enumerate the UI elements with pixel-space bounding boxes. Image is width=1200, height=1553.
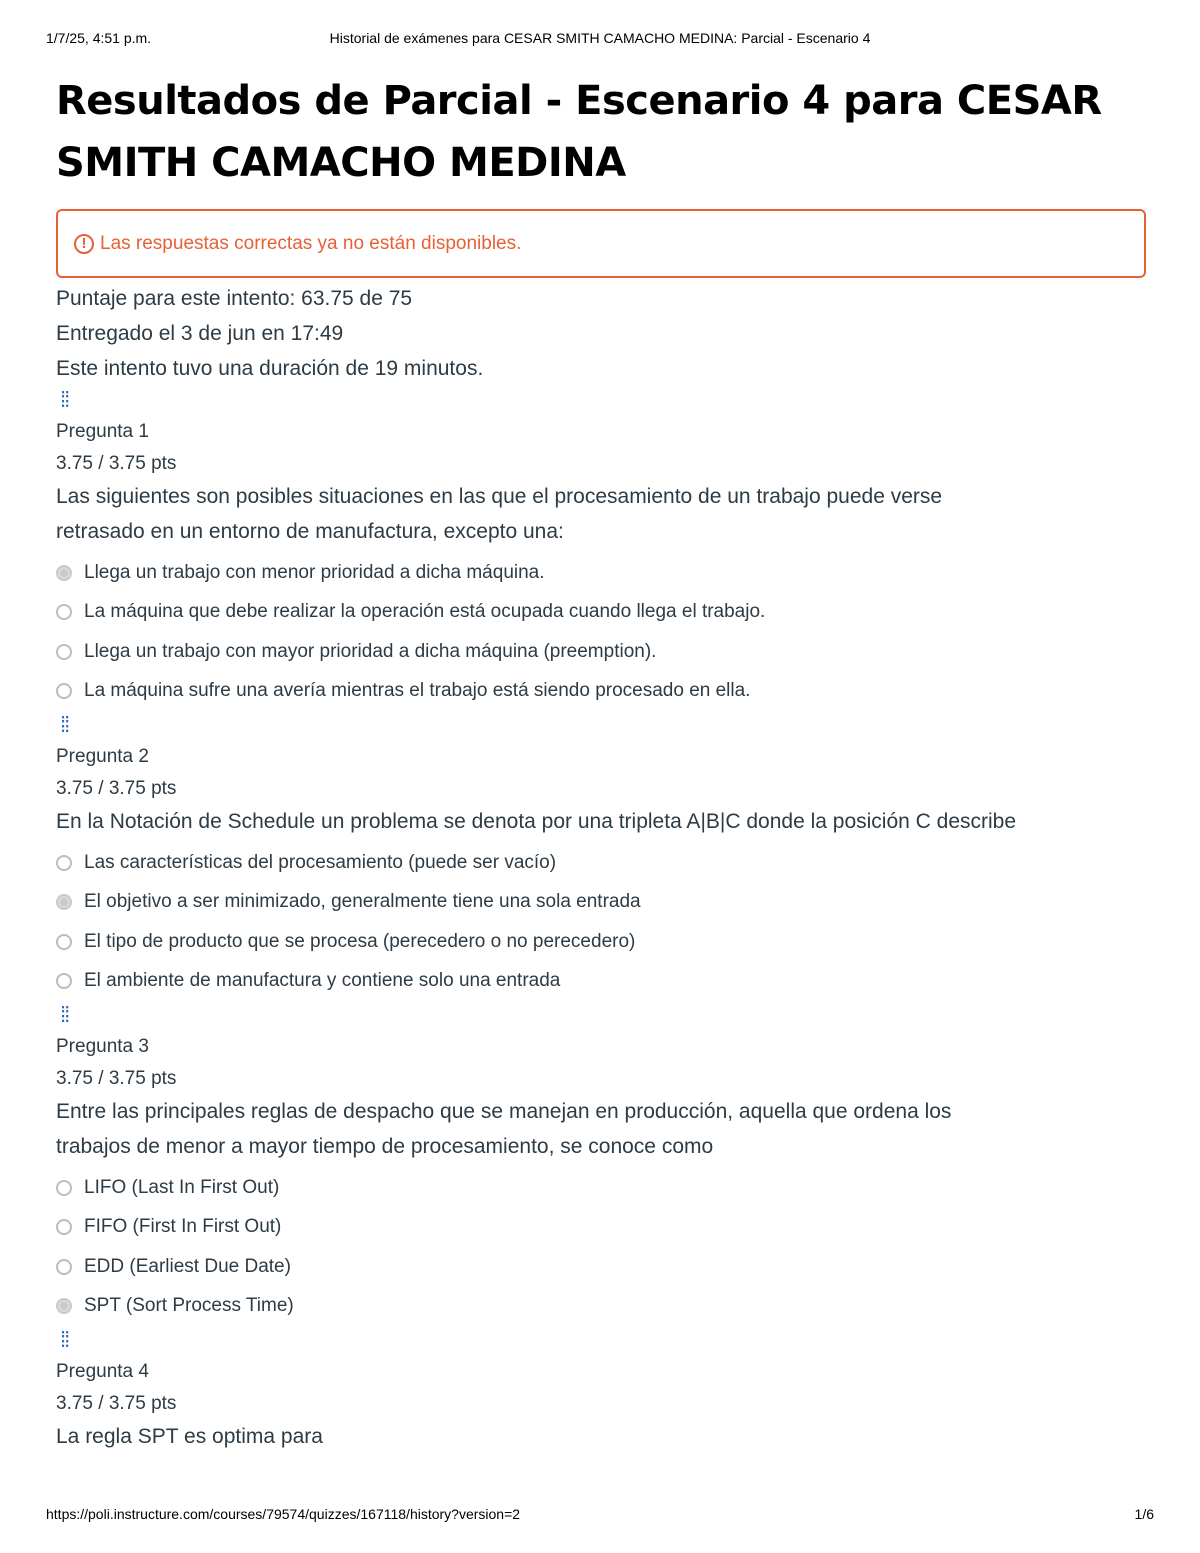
print-header (46, 30, 1154, 50)
radio-icon[interactable] (56, 934, 72, 950)
answer-option[interactable] (56, 1168, 1146, 1208)
answer-label: LIFO (Last In First Out) (84, 1176, 280, 1198)
question-text-line: Entre las principales reglas de despacho que se manejan en producción, aquella que ordena los (56, 1100, 952, 1123)
question-text-line: Las siguientes son posibles situaciones en las que el procesamiento de un trabajo puede verse (56, 485, 943, 508)
radio-selected-icon[interactable] (56, 894, 72, 910)
drag-handle-icon[interactable]: ⁞⁞ (60, 1327, 69, 1352)
drag-handle-icon[interactable]: ⁞⁞ (60, 1002, 69, 1027)
question-text (56, 1419, 1146, 1454)
radio-icon[interactable] (56, 683, 72, 699)
answer-label: Las características del procesamiento (puede ser vacío) (84, 851, 557, 873)
attempt-summary (56, 281, 1146, 386)
answer-option[interactable] (56, 922, 1146, 962)
main-content (56, 70, 1146, 1458)
question-list (56, 386, 1146, 1454)
question-block (56, 1001, 1146, 1326)
answer-label: El objetivo a ser minimizado, generalmente tiene una sola entrada (84, 891, 641, 913)
question-text-line: trabajos de menor a mayor tiempo de procesamiento, se conoce como (56, 1135, 714, 1158)
question-text-line: La regla SPT es optima para (56, 1425, 323, 1448)
answer-option[interactable] (56, 1247, 1146, 1287)
question-name: Pregunta 3 (56, 1036, 149, 1057)
print-url: https://poli.instructure.com/courses/79574/quizzes/167118/history?version=2 (46, 1506, 521, 1522)
answer-label: La máquina que debe realizar la operación está ocupada cuando llega el trabajo. (84, 601, 766, 623)
attempt-score: Puntaje para este intento: 63.75 de 75 (56, 287, 413, 310)
radio-icon[interactable] (56, 855, 72, 871)
question-text-line: retrasado en un entorno de manufactura, excepto una: (56, 520, 564, 543)
question-text (56, 804, 1146, 839)
answer-option[interactable] (56, 593, 1146, 633)
radio-icon[interactable] (56, 644, 72, 660)
question-name: Pregunta 2 (56, 746, 149, 767)
radio-icon[interactable] (56, 973, 72, 989)
question-block (56, 386, 1146, 711)
answer-label: Llega un trabajo con mayor prioridad a dicha máquina (preemption). (84, 640, 657, 662)
answer-option[interactable] (56, 632, 1146, 672)
print-date: 1/7/25, 4:51 p.m. (46, 30, 152, 46)
page-title (56, 70, 1146, 194)
page-title-line-2: SMITH CAMACHO MEDINA (56, 140, 626, 186)
answer-option[interactable] (56, 962, 1146, 1002)
question-name: Pregunta 4 (56, 1361, 149, 1382)
answer-option[interactable] (56, 672, 1146, 712)
page-title-line-1: Resultados de Parcial - Escenario 4 para CESAR (56, 78, 1102, 124)
answer-label: La máquina sufre una avería mientras el trabajo está siendo procesado en ella. (84, 680, 751, 702)
answer-label: Llega un trabajo con menor prioridad a dicha máquina. (84, 561, 545, 583)
radio-icon[interactable] (56, 604, 72, 620)
answers-unavailable-alert (56, 209, 1146, 278)
question-text (56, 479, 1146, 549)
radio-selected-icon[interactable] (56, 565, 72, 581)
question-points: 3.75 / 3.75 pts (56, 1393, 177, 1414)
answer-label: FIFO (First In First Out) (84, 1216, 282, 1238)
exclamation-circle-icon: ! (74, 234, 94, 254)
question-block (56, 1326, 1146, 1454)
print-page-number: 1/6 (1134, 1506, 1154, 1522)
question-points: 3.75 / 3.75 pts (56, 778, 177, 799)
answer-label: El ambiente de manufactura y contiene solo una entrada (84, 970, 561, 992)
answer-option[interactable] (56, 883, 1146, 923)
attempt-duration: Este intento tuvo una duración de 19 minutos. (56, 357, 484, 380)
question-block (56, 711, 1146, 1001)
question-points: 3.75 / 3.75 pts (56, 1068, 177, 1089)
drag-handle-icon[interactable]: ⁞⁞ (60, 712, 69, 737)
radio-icon[interactable] (56, 1180, 72, 1196)
answer-label: EDD (Earliest Due Date) (84, 1255, 291, 1277)
question-points: 3.75 / 3.75 pts (56, 453, 177, 474)
print-footer (46, 1506, 1154, 1526)
answer-label: El tipo de producto que se procesa (perecedero o no perecedero) (84, 930, 636, 952)
question-text-line: En la Notación de Schedule un problema se denota por una tripleta A|B|C donde la posición C describe (56, 810, 1017, 833)
answer-option[interactable] (56, 1208, 1146, 1248)
radio-selected-icon[interactable] (56, 1298, 72, 1314)
question-text (56, 1094, 1146, 1164)
alert-text: Las respuestas correctas ya no están disponibles. (100, 232, 522, 254)
question-name: Pregunta 1 (56, 421, 149, 442)
answer-option[interactable] (56, 553, 1146, 593)
answer-option[interactable] (56, 843, 1146, 883)
print-document-title: Historial de exámenes para CESAR SMITH CAMACHO MEDINA: Parcial - Escenario 4 (329, 30, 871, 46)
attempt-submitted: Entregado el 3 de jun en 17:49 (56, 322, 344, 345)
answer-option[interactable] (56, 1287, 1146, 1327)
radio-icon[interactable] (56, 1259, 72, 1275)
radio-icon[interactable] (56, 1219, 72, 1235)
answer-label: SPT (Sort Process Time) (84, 1295, 294, 1317)
drag-handle-icon[interactable]: ⁞⁞ (60, 387, 69, 412)
